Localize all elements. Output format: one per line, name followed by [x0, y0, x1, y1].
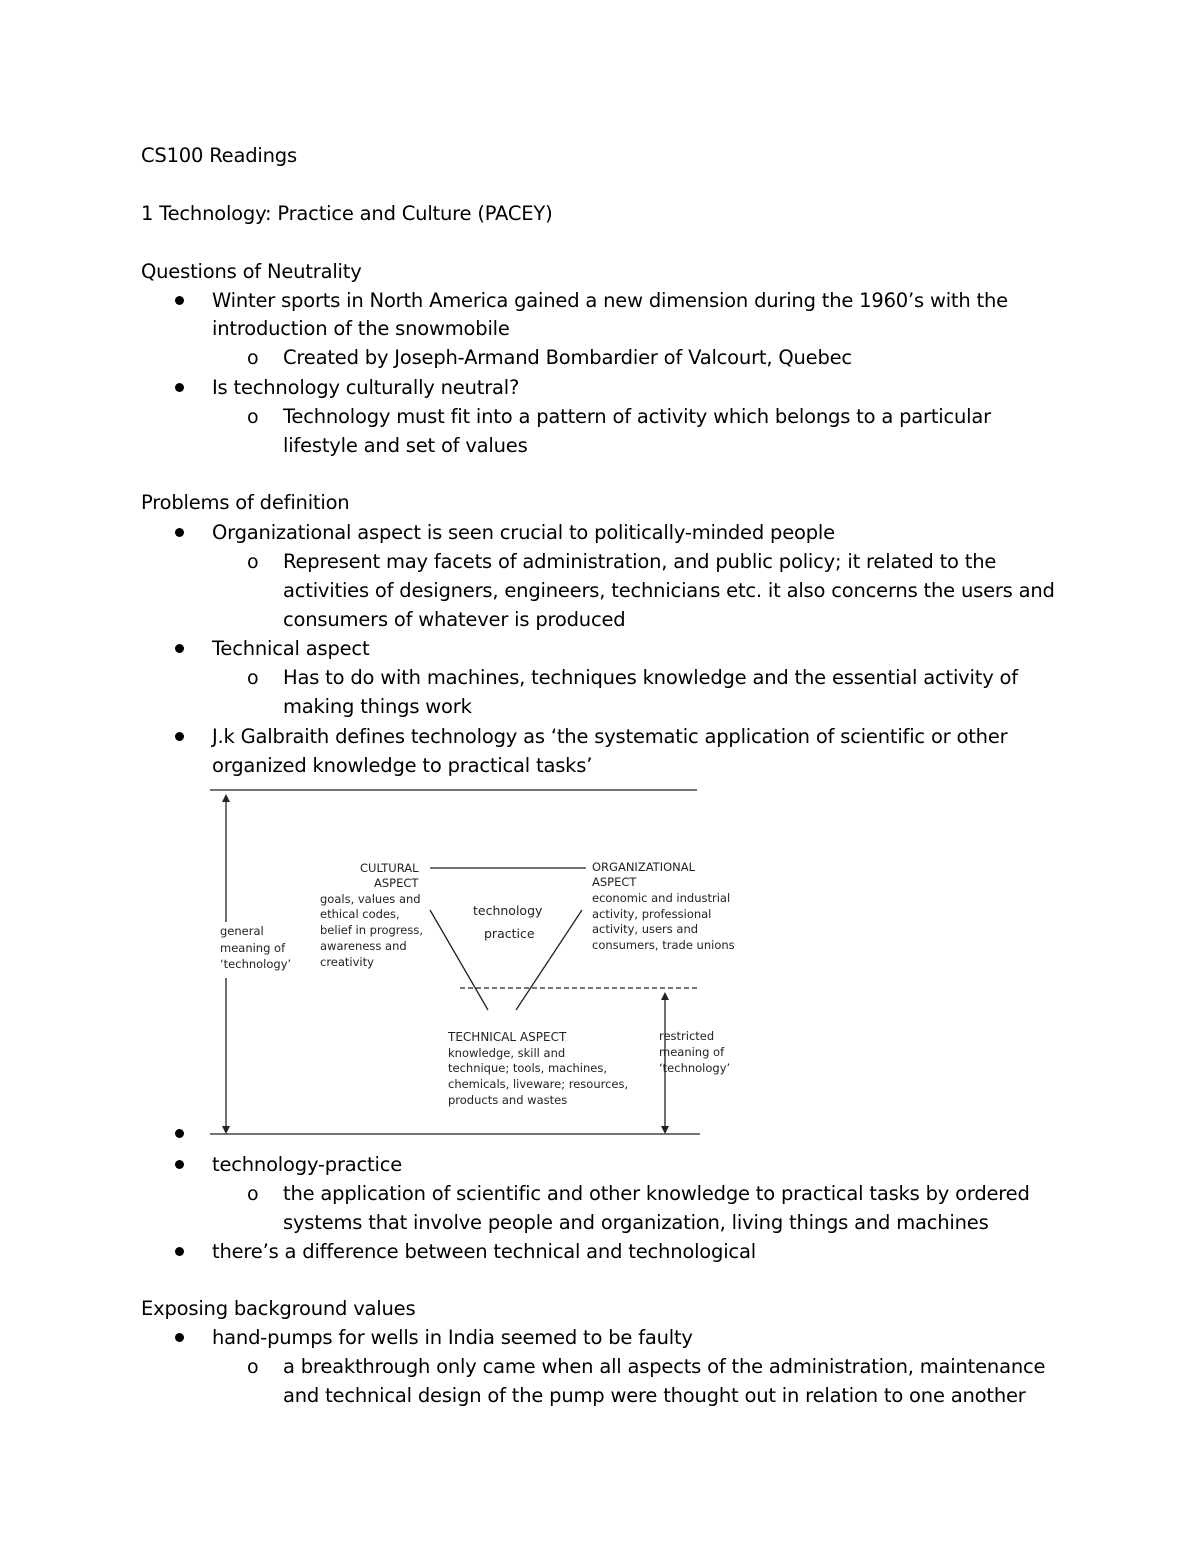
- list-item: organized knowledge to practical tasks’: [212, 754, 593, 777]
- organizational-aspect-text: economic and industrial: [592, 891, 731, 905]
- organizational-aspect-text: activity, users and: [592, 922, 699, 936]
- list-item: activities of designers, engineers, technicians etc. it also concerns the users and: [283, 579, 1055, 602]
- bullet-icon: [175, 1247, 184, 1256]
- reading-heading: 1 Technology: Practice and Culture (PACEY): [141, 202, 553, 225]
- list-item: systems that involve people and organization, living things and machines: [283, 1211, 989, 1234]
- list-item: J.k Galbraith defines technology as ‘the systematic application of scientific or other: [212, 725, 1008, 748]
- cultural-aspect-text: belief in progress,: [320, 923, 423, 937]
- organizational-aspect-text: activity, professional: [592, 907, 712, 921]
- cultural-aspect-title: CULTURAL: [360, 861, 419, 875]
- cultural-aspect-text: creativity: [320, 955, 374, 969]
- cultural-aspect-text: ethical codes,: [320, 907, 400, 921]
- technology-practice-diagram: [200, 782, 735, 1146]
- bullet-icon: [175, 528, 184, 537]
- organizational-aspect-text: consumers, trade unions: [592, 938, 735, 952]
- circle-bullet-icon: o: [247, 1356, 259, 1378]
- list-item: Created by Joseph-Armand Bombardier of Valcourt, Quebec: [283, 346, 852, 369]
- page-title: CS100 Readings: [141, 144, 297, 167]
- circle-bullet-icon: o: [247, 1183, 259, 1205]
- section-heading: Questions of Neutrality: [141, 260, 362, 283]
- list-item: technology-practice: [212, 1153, 403, 1176]
- bullet-icon: [175, 1129, 184, 1138]
- technical-aspect-text: technique; tools, machines,: [448, 1061, 608, 1075]
- general-meaning-label: ‘technology’: [220, 957, 292, 971]
- section-heading: Exposing background values: [141, 1297, 416, 1320]
- organizational-aspect-title: ASPECT: [592, 875, 637, 889]
- center-label: technology: [473, 903, 543, 918]
- center-label: practice: [484, 926, 535, 941]
- circle-bullet-icon: o: [247, 347, 259, 369]
- organizational-aspect-title: ORGANIZATIONAL: [592, 860, 696, 874]
- cultural-aspect-text: goals, values and: [320, 892, 421, 906]
- list-item: and technical design of the pump were thought out in relation to one another: [283, 1384, 1026, 1407]
- list-item: Is technology culturally neutral?: [212, 376, 520, 399]
- bullet-icon: [175, 1333, 184, 1342]
- bullet-icon: [175, 383, 184, 392]
- list-item: introduction of the snowmobile: [212, 317, 510, 340]
- list-item: lifestyle and set of values: [283, 434, 528, 457]
- cultural-aspect-title: ASPECT: [374, 876, 419, 890]
- technical-aspect-title: TECHNICAL ASPECT: [448, 1030, 567, 1044]
- circle-bullet-icon: o: [247, 406, 259, 428]
- bullet-icon: [175, 1160, 184, 1169]
- restricted-meaning-label: restricted: [659, 1029, 715, 1043]
- general-meaning-label: general: [220, 924, 264, 938]
- list-item: Winter sports in North America gained a new dimension during the 1960’s with the: [212, 289, 1008, 312]
- list-item: making things work: [283, 695, 472, 718]
- restricted-meaning-label: meaning of: [659, 1045, 725, 1059]
- list-item: Technical aspect: [212, 637, 370, 660]
- restricted-meaning-label: ‘technology’: [659, 1061, 731, 1075]
- list-item: Has to do with machines, techniques knowledge and the essential activity of: [283, 666, 1018, 689]
- section-heading: Problems of definition: [141, 491, 350, 514]
- list-item: Organizational aspect is seen crucial to politically-minded people: [212, 521, 835, 544]
- list-item: consumers of whatever is produced: [283, 608, 626, 631]
- cultural-aspect-text: awareness and: [320, 939, 407, 953]
- list-item: the application of scientific and other knowledge to practical tasks by ordered: [283, 1182, 1030, 1205]
- general-meaning-label: meaning of: [220, 941, 286, 955]
- list-item: there’s a difference between technical and technological: [212, 1240, 756, 1263]
- list-item: hand-pumps for wells in India seemed to be faulty: [212, 1326, 693, 1349]
- technical-aspect-text: knowledge, skill and: [448, 1046, 566, 1060]
- circle-bullet-icon: o: [247, 667, 259, 689]
- bullet-icon: [175, 296, 184, 305]
- list-item: Technology must fit into a pattern of activity which belongs to a particular: [283, 405, 991, 428]
- bullet-icon: [175, 732, 184, 741]
- bullet-icon: [175, 644, 184, 653]
- list-item: a breakthrough only came when all aspects of the administration, maintenance: [283, 1355, 1046, 1378]
- list-item: Represent may facets of administration, and public policy; it related to the: [283, 550, 997, 573]
- circle-bullet-icon: o: [247, 551, 259, 573]
- technical-aspect-text: products and wastes: [448, 1093, 568, 1107]
- technical-aspect-text: chemicals, liveware; resources,: [448, 1077, 629, 1091]
